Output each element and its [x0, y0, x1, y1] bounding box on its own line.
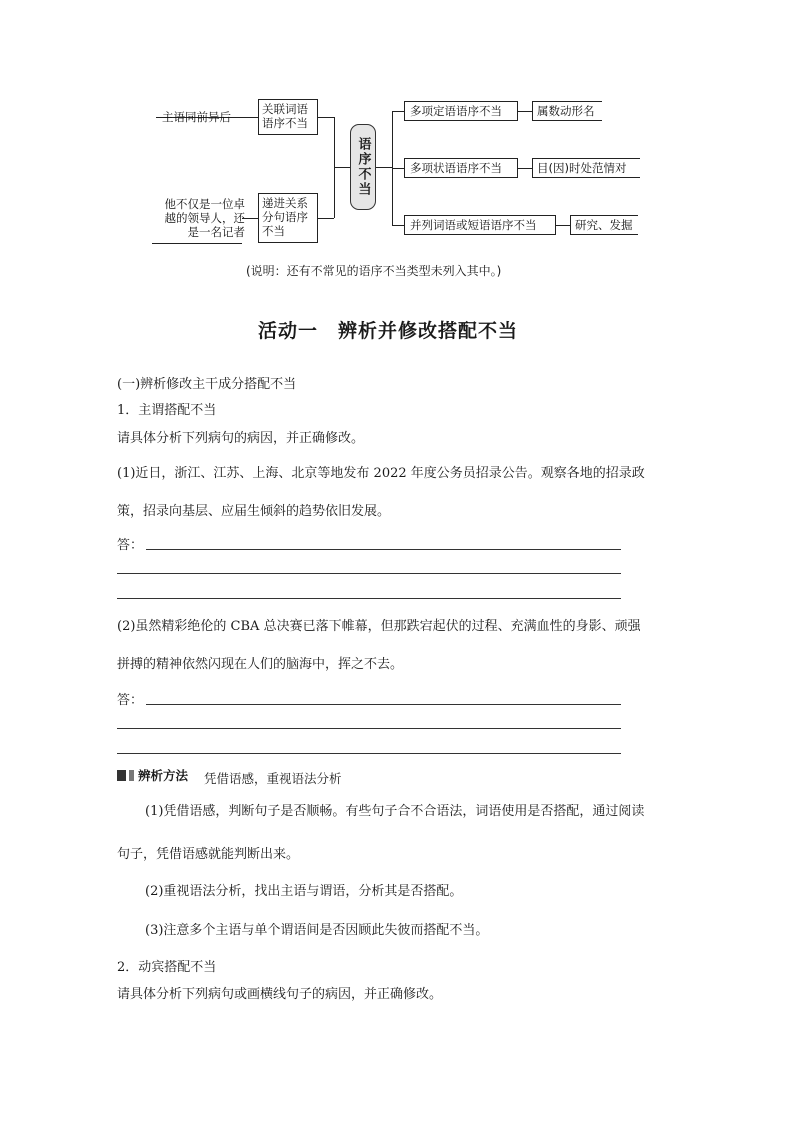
- method-paragraph-3: (3)注意多个主语与单个谓语间是否因顾此失彼而搭配不当。: [145, 923, 489, 938]
- category-box-progressive: 递进关系分句语序不当: [258, 193, 318, 243]
- connector-line: [392, 225, 404, 226]
- connector-line: [518, 111, 532, 112]
- answer-label: 答：: [117, 693, 144, 708]
- example-bracket: 目(因)时处范情对: [532, 158, 640, 178]
- answer-line[interactable]: [117, 753, 621, 754]
- connector-line: [334, 167, 350, 168]
- section-heading: (一)辨析修改主干成分搭配不当: [117, 377, 297, 392]
- example-bracket: 研究、发掘: [570, 215, 638, 235]
- category-box-parallel: 并列词语或短语语序不当: [404, 215, 556, 235]
- connector-line: [242, 117, 258, 118]
- connector-line: [242, 218, 258, 219]
- subsection-heading: 1．主谓搭配不当: [117, 403, 217, 418]
- activity-title: 活动一 辨析并修改搭配不当: [258, 320, 519, 342]
- question-1-line-1: (1)近日，浙江、江苏、上海、北京等地发布 2022 年度公务员招录公告。观察各地的招录政: [117, 466, 645, 481]
- center-label-box: 语序不当: [350, 124, 376, 210]
- example-bracket: 属数动形名: [532, 101, 602, 121]
- example-progressive: 他不仅是一位卓越的领导人，还是一名记者: [164, 197, 245, 239]
- answer-label: 答：: [117, 538, 144, 553]
- answer-line[interactable]: [117, 728, 621, 729]
- method-paragraph-2: (2)重视语法分析，找出主语与谓语，分析其是否搭配。: [145, 884, 463, 899]
- connector-line: [392, 168, 404, 169]
- connector-line: [556, 225, 570, 226]
- method-tag: 辨析方法: [117, 766, 188, 784]
- example-subject-order: 主语同前异后: [162, 110, 231, 124]
- connector-line: [518, 168, 532, 169]
- connector-line: [392, 111, 404, 112]
- diagram-note: (说明：还有不常见的语序不当类型未列入其中。): [246, 264, 502, 278]
- answer-line[interactable]: [117, 598, 621, 599]
- category-box-conjunction: 关联词语语序不当: [258, 99, 318, 135]
- connector-line: [376, 167, 392, 168]
- answer-line[interactable]: [146, 549, 621, 550]
- question-1-line-2: 策，招录向基层、应届生倾斜的趋势依旧发展。: [117, 504, 391, 519]
- question-2-line-2: 拼搏的精神依然闪现在人们的脑海中，挥之不去。: [117, 657, 404, 672]
- square-icon: [117, 770, 126, 781]
- answer-line[interactable]: [117, 573, 621, 574]
- category-box-adverbial: 多项状语语序不当: [404, 158, 518, 178]
- question-2-line-1: (2)虽然精彩绝伦的 CBA 总决赛已落下帷幕，但那跌宕起伏的过程、充满血性的身影、顽强: [117, 619, 641, 634]
- subsection-heading: 2．动宾搭配不当: [117, 960, 217, 975]
- connector-line: [318, 117, 334, 118]
- instruction-text: 请具体分析下列病句的病因，并正确修改。: [117, 431, 365, 446]
- instruction-text: 请具体分析下列病句或画横线句子的病因，并正确修改。: [117, 987, 443, 1002]
- method-paragraph-1-line-1: (1)凭借语感，判断句子是否顺畅。有些句子合不合语法，词语使用是否搭配，通过阅读: [145, 804, 645, 819]
- square-icon: [129, 770, 134, 781]
- connector-line: [318, 218, 334, 219]
- answer-line[interactable]: [146, 704, 621, 705]
- method-paragraph-1-line-2: 句子，凭借语感就能判断出来。: [117, 847, 300, 862]
- category-box-attributive: 多项定语语序不当: [404, 101, 518, 121]
- method-title: 凭借语感，重视语法分析: [204, 771, 342, 786]
